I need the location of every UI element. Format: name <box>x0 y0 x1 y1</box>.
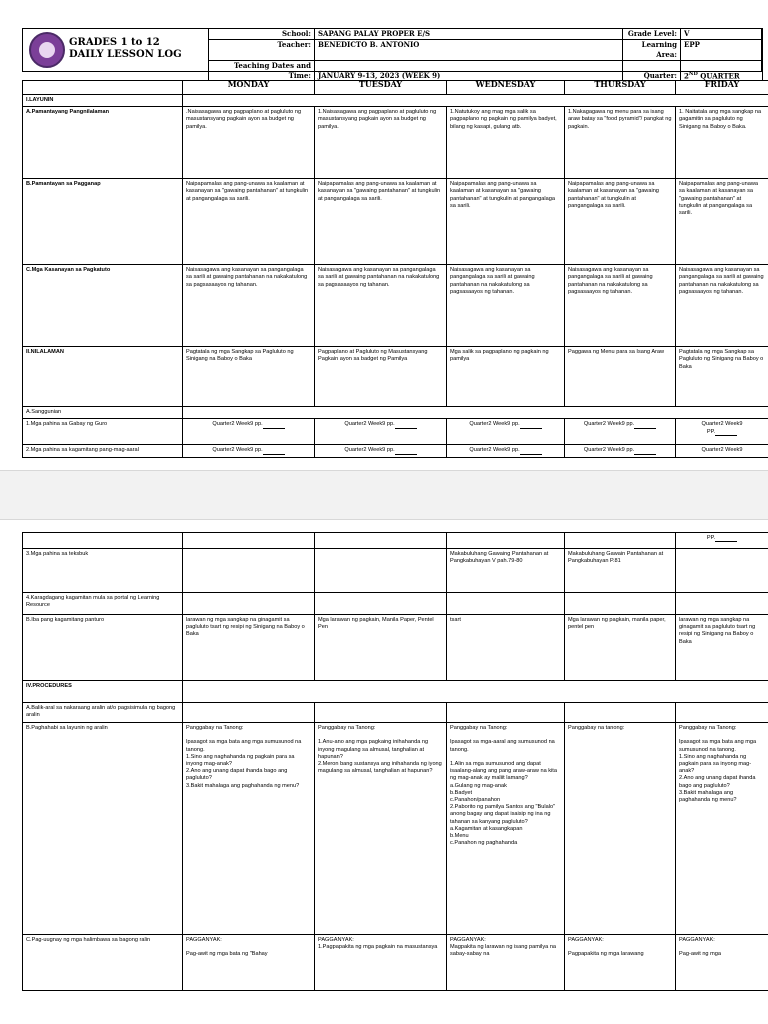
table-cell: PAGGANYAK: Pag-awit ng mga <box>676 935 768 991</box>
lesson-log-table-page-1 <box>22 80 768 458</box>
table-cell <box>183 549 315 593</box>
quarter-label: Quarter: <box>623 61 681 82</box>
table-cell: Quarter2 Week9 <box>676 445 768 457</box>
day-tuesday: TUESDAY <box>315 81 447 95</box>
table-cell: Quarter2 Week9 pp. <box>447 419 565 445</box>
learning-area-value: EPP <box>681 40 763 61</box>
table-cell: .Naisasagawa ang pagpaplano at pagluluto ng masustansyang pagkain ayon sa budget ng pamilya. <box>183 107 315 179</box>
table-cell: Pagtatala ng mga Sangkap sa Pagluluto ng Sinigang na Baboy o Baka <box>183 347 315 407</box>
table-cell: Quarter2 Week9 pp. <box>183 419 315 445</box>
table-cell: Panggabay na Tanong: Ipasagot sa mga bata ang mga sumusunod na tanong. 1.Sino ang naghahanda ng pagkain para sa inyong mag-anak? 2.Ano ang unang dapat ihanda bago ang pagluluto? 3.Bakit mahalaga ang paghahanda ng menu? <box>183 723 315 935</box>
table-cell: Panggabay na Tanong: 1.Anu-ano ang mga pagkaing inihahanda ng inyong magulang sa almusal, tanghalian at hapunan? 2.Meron bang sustansya ang inihahanda ng iyong magulang sa almusal, tanghalian at hapunan? <box>315 723 447 935</box>
row-label: B.Iba pang kagamitang panturo <box>23 615 183 681</box>
title-line-2: DAILY LESSON LOG <box>69 49 182 60</box>
table-cell: 1.Natutukoy ang mag mga salik sa pagpaplano ng pagkain ng pamilya badyet, bilang ng kasapi, gulang atb. <box>447 107 565 179</box>
table-row <box>23 107 768 179</box>
table-cell: Naisasagawa ang kasanayan sa pangangalaga sa sarili at gawaing pantahanan na nakakatulong sa pagsasaayos ng tahanan. <box>676 265 768 347</box>
table-cell: Naisasagawa ang kasanayan sa pangangalaga sa sarili at gawaing pantahanan na nakakatulong sa pagsasaayos ng tahanan. <box>447 265 565 347</box>
document-page-1 <box>0 0 768 470</box>
row-label: A.Sanggunian <box>23 407 183 419</box>
table-cell: Quarter2 Week9 pp. <box>447 445 565 457</box>
table-cell: PAGGANYAK: Magpakita ng larawan ng isang pamilya na sabay-sabay na <box>447 935 565 991</box>
table-cell: larawan ng mga sangkap na ginagamit sa pagluluto tsart ng resipi ng Sinigang na Baboy o Baka <box>183 615 315 681</box>
table-cell: Mga salik sa pagpaplano ng pagkain ng pamilya <box>447 347 565 407</box>
table-row <box>23 347 768 407</box>
table-cell: Naisasagawa ang kasanayan sa pangangalaga sa sarili at gawaing pantahanan na nakakatulong sa pagsasaayos ng tahanan. <box>565 265 676 347</box>
day-friday: FRIDAY <box>676 81 768 95</box>
table-cell: Quarter2 Week9 pp. <box>315 419 447 445</box>
table-cell: Quarter2 Week9 pp. <box>565 419 676 445</box>
table-cell <box>676 549 768 593</box>
row-label: C.Mga Kasanayan sa Pagkatuto <box>23 265 183 347</box>
grade-level-value: V <box>681 29 763 40</box>
row-label: A.Pamantayang Pangnilalaman <box>23 107 183 179</box>
learning-area-label: Learning Area: <box>623 40 681 61</box>
row-label: B.Pamantayan sa Pagganap <box>23 179 183 265</box>
day-monday: MONDAY <box>183 81 315 95</box>
table-cell: Quarter2 Week9 PP. <box>676 419 768 445</box>
section-row-layunin <box>23 95 768 107</box>
table-cell: Mga larawan ng pagkain, Manila Paper, Pentel Pen <box>315 615 447 681</box>
school-label: School: <box>209 29 315 40</box>
school-value: SAPANG PALAY PROPER E/S <box>315 29 623 40</box>
table-row <box>23 265 768 347</box>
table-cell: PAGGANYAK: 1.Pagpapakita ng mga pagkain na masustansya <box>315 935 447 991</box>
row-label: C.Pag-uugnay ng mga halimbawa sa bagong ralin <box>23 935 183 991</box>
table-row <box>23 723 768 935</box>
document-title <box>69 37 182 61</box>
table-row <box>23 593 768 615</box>
row-label: 4.Karagdagang kagamitan mula sa portal ng Learning Resource <box>23 593 183 615</box>
table-row <box>23 419 768 445</box>
day-wednesday: WEDNESDAY <box>447 81 565 95</box>
table-cell: PP. <box>676 533 768 549</box>
table-cell: Mga larawan ng pagkain, manila paper, pentel pen <box>565 615 676 681</box>
table-cell: 1. Naitatala ang mga sangkap na gagamitin sa pagluluto ng Sinigang na Baboy o Baka. <box>676 107 768 179</box>
row-label: 1.Mga pahina sa Gabay ng Guro <box>23 419 183 445</box>
table-cell: 1.Nakagagawa ng menu para sa isang araw batay sa "food pyramid"/ pangkat ng pagkain. <box>565 107 676 179</box>
page-break <box>0 470 768 520</box>
table-cell: Naipapamalas ang pang-unawa sa kaalaman at kasanayan sa "gawaing pantahanan" at tungkulin at pangangalaga sa sarili. <box>315 179 447 265</box>
table-cell: Naisasagawa ang kasanayan sa pangangalaga sa sarili at gawaing pantahanan na nakakatulong sa pagsasaayos ng tahanan. <box>183 265 315 347</box>
table-row <box>23 615 768 681</box>
title-line-1: GRADES 1 to 12 <box>69 37 160 48</box>
table-cell: tsart <box>447 615 565 681</box>
table-cell: Quarter2 Week9 pp. <box>315 445 447 457</box>
header-info-table <box>208 28 763 82</box>
row-label: I.LAYUNIN <box>23 95 183 107</box>
table-cell: Pagpaplano at Pagluluto ng Masustansyang Pagkain ayon sa badget ng Pamilya <box>315 347 447 407</box>
table-row <box>23 703 768 723</box>
table-cell: Naipapamalas ang pang-unawa sa kaalaman at kasanayan sa "gawaing pantahanan" at tungkulin at pangangalaga sa sarili. <box>447 179 565 265</box>
quarter-value: 2ND QUARTER <box>681 61 763 82</box>
row-label: A.Balik-aral sa nakaraang aralin at/o pagsisimula ng bagong aralin <box>23 703 183 723</box>
teaching-dates-value: JANUARY 9-13, 2023 (WEEK 9) <box>315 61 623 82</box>
table-cell: Makabuluhang Gawaing Pantahanan at Pangkabuhayan V pah.79-80 <box>447 549 565 593</box>
row-label: 2.Mga pahina sa kagamitang pang-mag-aaral <box>23 445 183 457</box>
table-cell: Makabuluhang Gawain Pantahanan at Pangkabuhayan P.81 <box>565 549 676 593</box>
table-cell: Panggabay na Tanong: Ipasagot sa mga bata ang mga sumusunod na tanong. 1.Sino ang naghahanda ng pagkain para sa inyong mag-anak? 2.Ano ang unang dapat ihanda bago ang pagluluto? 3.Bakit mahalaga ang paghahanda ng menu? <box>676 723 768 935</box>
table-row <box>23 445 768 457</box>
table-cell: Quarter2 Week9 pp. <box>183 445 315 457</box>
table-cell: PAGGANYAK: Pag-awit ng mga bata ng "Bahay <box>183 935 315 991</box>
table-cell <box>315 549 447 593</box>
row-label: II.NILALAMAN <box>23 347 183 407</box>
teacher-value: BENEDICTO B. ANTONIO <box>315 40 623 61</box>
row-label: B.Paghahabi sa layunin ng aralin <box>23 723 183 935</box>
teacher-label: Teacher: <box>209 40 315 61</box>
table-cell: Quarter2 Week9 pp. <box>565 445 676 457</box>
table-cell: Naipapamalas ang pang-unawa sa kaalaman at kasanayan sa "gawaing pantahanan" at tungkulin at pangangalaga sa sarili. <box>183 179 315 265</box>
grade-level-label: Grade Level: <box>623 29 681 40</box>
table-cell: Naipapamalas ang pang-unawa sa kaalaman at kasanayan sa "gawaing pantahanan" at tungkulin at pangangalaga sa sarili. <box>565 179 676 265</box>
lesson-log-table-page-2 <box>22 532 768 991</box>
table-cell: 1.Naisasagawa ang pagpaplano at pagluluto ng masustansyang pagkain ayon sa budget ng pamilya. <box>315 107 447 179</box>
section-row-procedures <box>23 681 768 703</box>
table-row <box>23 935 768 991</box>
table-cell: Panggabay na tanong: <box>565 723 676 935</box>
row-label: 3.Mga pahina sa teksbuk <box>23 549 183 593</box>
table-cell: PAGGANYAK: Pagpapakita ng mga larawang <box>565 935 676 991</box>
table-cell: larawan ng mga sangkap na ginagamit sa pagluluto tsart ng resipi ng Sinigang na Baboy o Baka <box>676 615 768 681</box>
deped-seal-icon <box>29 32 65 68</box>
table-row <box>23 179 768 265</box>
document-page-2 <box>0 520 768 1024</box>
section-row-sanggunian <box>23 407 768 419</box>
day-header-row <box>23 81 768 95</box>
teaching-dates-label: Teaching Dates and Time: <box>209 61 315 82</box>
table-cell: Panggabay na Tanong: Ipasagot sa mga-aaral ang sumusunod na tanong. 1.Alin sa mga sumusunod ang dapat isaalang-alang ang pang araw-araw na kita ng mag-anak ay maliit lamang? a.Gulang ng mag-anak b.Badyet c.Panahon/panahon 2.Paborito ng pamilya Santos ang "Bulalo" anong bagay ang dapat isaisip ng ina ng tahanan sa kanyang pagluluto? a.Kagamitan at kasangkapan b.Menu c.Panahon ng paghahanda <box>447 723 565 935</box>
day-thursday: THURSDAY <box>565 81 676 95</box>
table-row <box>23 549 768 593</box>
table-cell: Naipapamalas ang pang-unawa sa kaalaman at kasanayan sa "gawaing pantahanan" at tungkulin at pangangalaga sa sarili. <box>676 179 768 265</box>
table-cell: Naisasagawa ang kasanayan sa pangangalaga sa sarili at gawaing pantahanan na nakakatulong sa pagsasaayos ng tahanan. <box>315 265 447 347</box>
table-row <box>23 533 768 549</box>
table-cell: Paggawa ng Menu para sa Isang Araw <box>565 347 676 407</box>
row-label: IV.PROCEDURES <box>23 681 183 703</box>
table-cell: Pagtatala ng mga Sangkap sa Pagluluto ng Sinigang na Baboy o Baka <box>676 347 768 407</box>
